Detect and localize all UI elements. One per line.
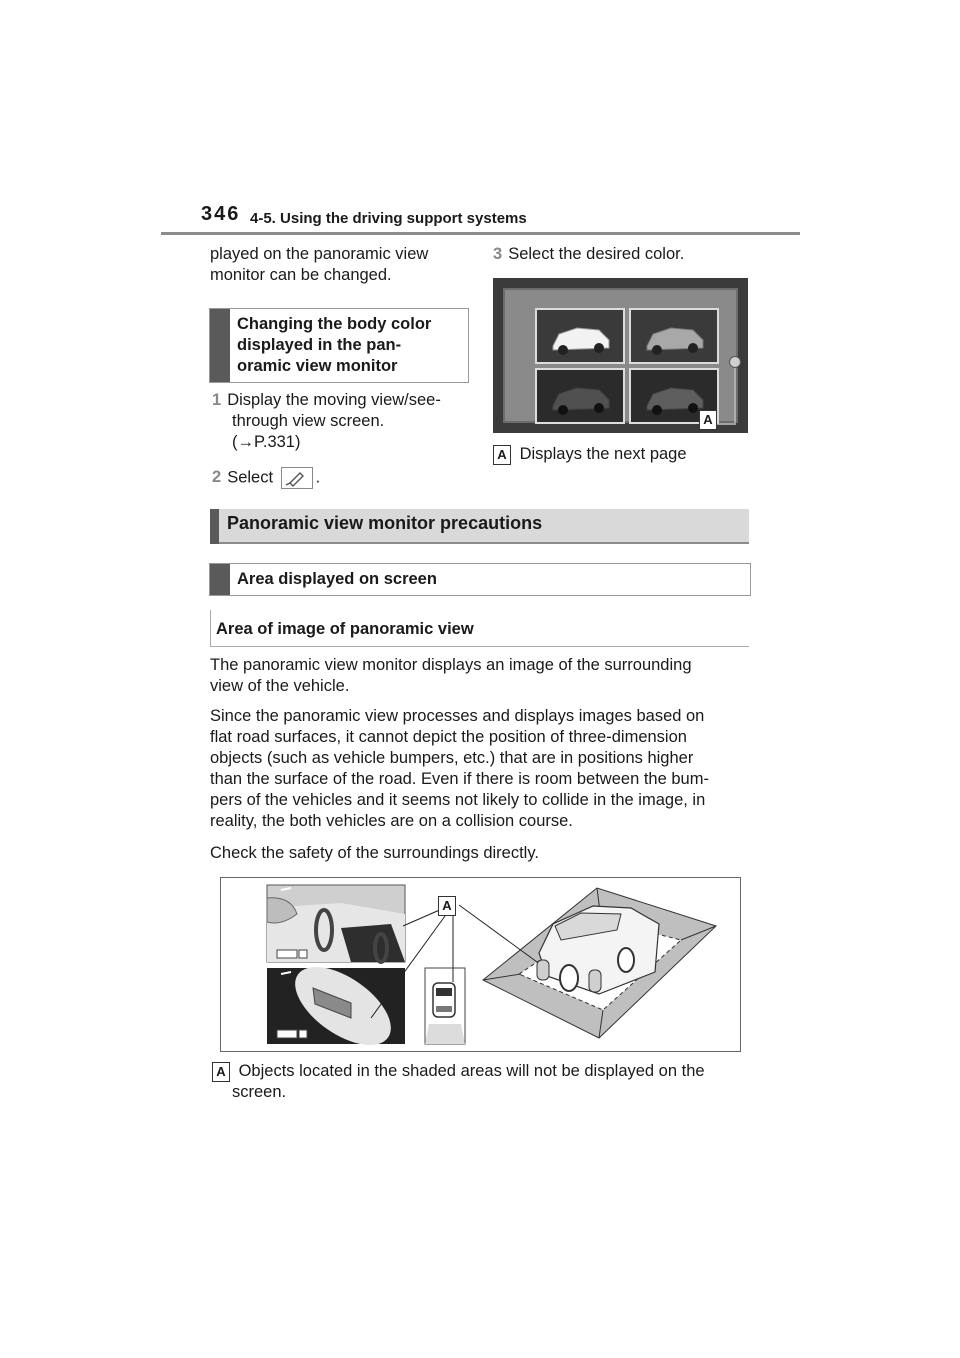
- subheading-rule: [210, 646, 749, 647]
- paragraph-line: Since the panoramic view processes and displays images based on: [210, 707, 705, 725]
- paragraph-line: The panoramic view monitor displays an image of the surrounding: [210, 656, 692, 674]
- label-a: A: [699, 410, 717, 430]
- box-title: [237, 314, 431, 377]
- paragraph-line: view of the vehicle.: [210, 677, 350, 695]
- step-number: 1: [212, 391, 222, 409]
- intro-text: [210, 244, 428, 286]
- intro-line: played on the panoramic view: [210, 245, 429, 263]
- color-tile-white[interactable]: [535, 308, 625, 364]
- section-title: Panoramic view monitor precautions: [227, 513, 543, 533]
- step-number: 3: [493, 245, 503, 263]
- paragraph-line: objects (such as vehicle bumpers, etc.) that are in positions higher: [210, 749, 694, 767]
- page-reference-link[interactable]: (→P.331): [232, 433, 301, 451]
- paragraph-2: [210, 706, 755, 832]
- step-number: 2: [212, 468, 222, 487]
- step-text: Select: [227, 468, 274, 487]
- intro-line: monitor can be changed.: [210, 266, 392, 284]
- label-a: A: [493, 445, 511, 465]
- color-tile-silver[interactable]: [629, 308, 719, 364]
- figure-label-a: [438, 896, 456, 916]
- paragraph-line: reality, the both vehicles are on a collision course.: [210, 812, 573, 830]
- screen-caption: [493, 444, 687, 465]
- header-rule: [161, 232, 800, 235]
- box-title: Area displayed on screen: [237, 570, 437, 588]
- label-a: A: [438, 896, 456, 916]
- caption-text: Displays the next page: [519, 445, 687, 463]
- step-text: through view screen.: [232, 412, 385, 430]
- paragraph-line: pers of the vehicles and it seems not likely to collide in the image, in: [210, 791, 706, 809]
- figure-caption: [212, 1061, 705, 1103]
- body-color-box: [209, 308, 469, 383]
- paragraph-line: than the surface of the road. Even if there is room between the bum-: [210, 770, 709, 788]
- step-text: Select the desired color.: [508, 245, 685, 263]
- paragraph-1: [210, 655, 755, 697]
- step-3: [493, 244, 684, 265]
- panoramic-illustration: [221, 878, 740, 1051]
- section-bar: [210, 509, 219, 544]
- step-2: [212, 467, 320, 489]
- box-bar: [210, 564, 230, 595]
- subheading: Area of image of panoramic view: [216, 620, 474, 638]
- paragraph-3: Check the safety of the surroundings directly.: [210, 844, 539, 862]
- caption-text: Objects located in the shaded areas will not be displayed on the: [238, 1062, 705, 1080]
- step-text: Display the moving view/see-: [227, 391, 441, 409]
- color-tile-dark-gray[interactable]: [535, 368, 625, 424]
- panoramic-figure: [220, 877, 741, 1052]
- page-number: 346: [201, 203, 241, 225]
- chapter-title: 4-5. Using the driving support systems: [250, 210, 527, 227]
- edit-pen-icon: [281, 467, 313, 489]
- subheading-left-rule: [210, 610, 211, 646]
- color-select-screen: [493, 278, 748, 433]
- box-bar: [210, 309, 230, 382]
- color-grid: [503, 288, 738, 427]
- step-text: .: [315, 468, 321, 487]
- callout-label-a: [699, 410, 717, 430]
- paragraph-line: flat road surfaces, it cannot depict the position of three-dimension: [210, 728, 687, 746]
- box-title-line: displayed in the pan-: [237, 336, 402, 354]
- section-header: [210, 509, 749, 544]
- area-box: [209, 563, 751, 596]
- box-title-line: oramic view monitor: [237, 357, 398, 375]
- step-1: [212, 390, 441, 453]
- box-title-line: Changing the body color: [237, 315, 432, 333]
- caption-text: screen.: [232, 1083, 287, 1101]
- label-a: A: [212, 1062, 230, 1082]
